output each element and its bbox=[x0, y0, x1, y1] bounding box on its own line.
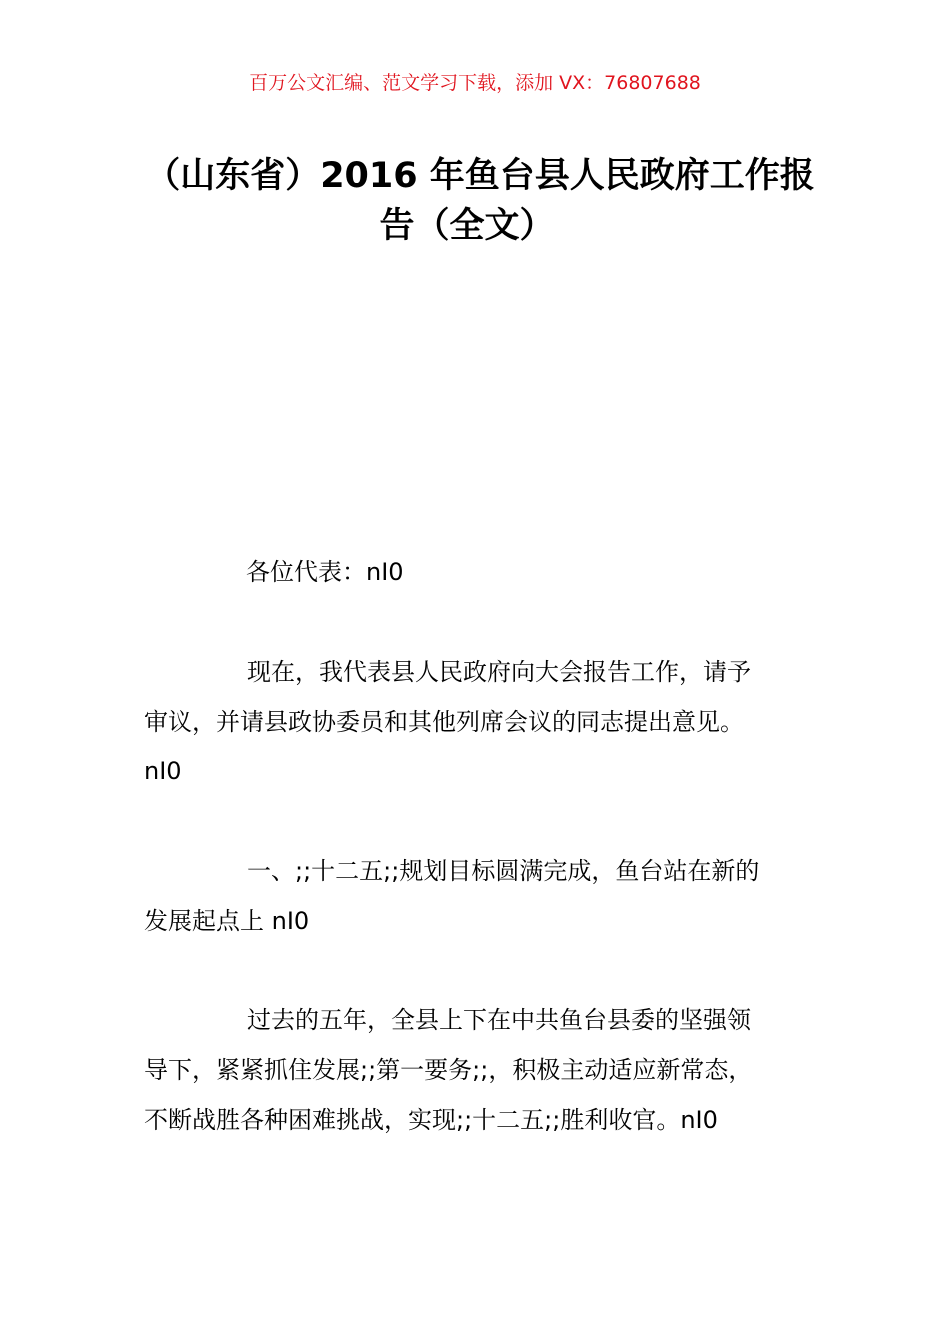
paragraph-line: nI0 bbox=[144, 757, 182, 785]
paragraph-salutation: 各位代表：nI0 bbox=[246, 558, 404, 586]
document-title-line-2: 告（全文） bbox=[379, 206, 555, 246]
document-title-line-1: （山东省）2016 年鱼台县人民政府工作报 bbox=[145, 156, 815, 196]
section-heading-line: 发展起点上 nI0 bbox=[144, 907, 310, 935]
paragraph-line: 过去的五年，全县上下在中共鱼台县委的坚强领 bbox=[247, 1006, 751, 1034]
paragraph-line: 现在，我代表县人民政府向大会报告工作，请予 bbox=[247, 658, 751, 686]
promo-header: 百万公文汇编、范文学习下载，添加 VX：76807688 bbox=[249, 72, 701, 94]
paragraph-line: 导下，紧紧抓住发展;;第一要务;;，积极主动适应新常态， bbox=[144, 1056, 753, 1084]
paragraph-line: 不断战胜各种困难挑战，实现;;十二五;;胜利收官。nI0 bbox=[144, 1106, 718, 1134]
paragraph-line: 审议，并请县政协委员和其他列席会议的同志提出意见。 bbox=[144, 708, 744, 736]
section-heading-line: 一、;;十二五;;规划目标圆满完成，鱼台站在新的 bbox=[247, 857, 760, 885]
